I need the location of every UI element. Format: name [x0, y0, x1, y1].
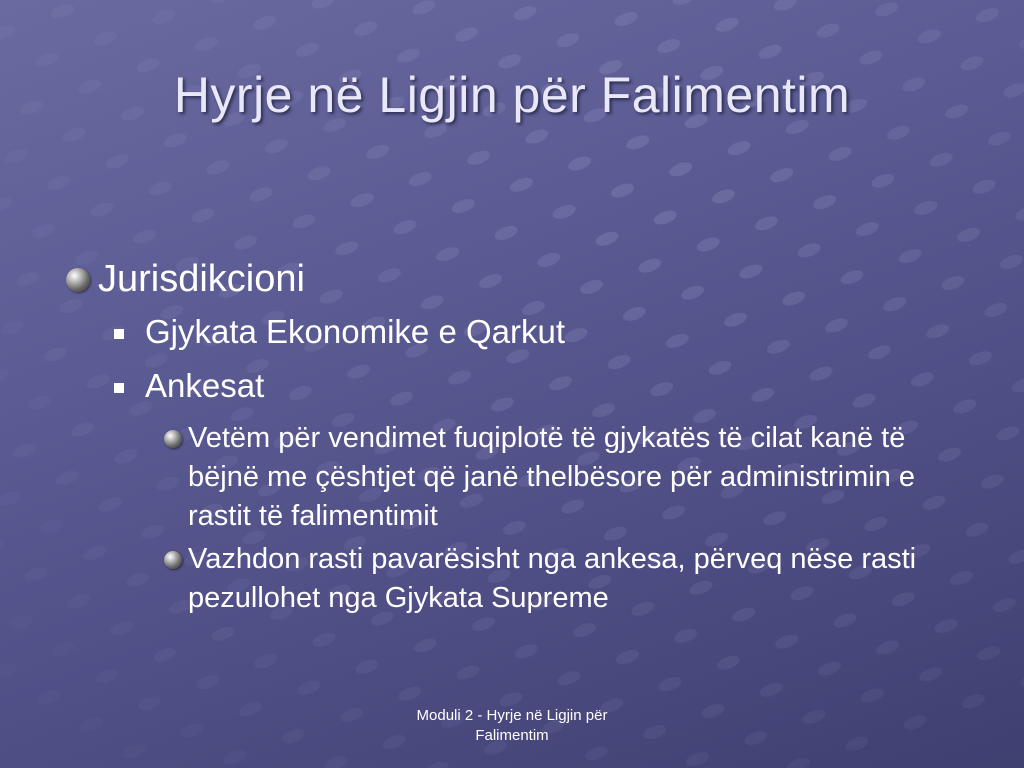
square-bullet-icon: [114, 329, 124, 339]
bullet-level2: [114, 311, 966, 353]
slide-title: Hyrje në Ligjin për Falimentim: [173, 67, 851, 123]
bullet-text-vetem: Vetëm për vendimet fuqiplotë të gjykatës të cilat kanë të bëjnë me çështjet që janë thelbësore për administrimin e rastit të falimentimit: [188, 422, 916, 532]
bullet-text-jurisdikcioni: Jurisdikcioni: [98, 258, 305, 300]
sphere-bullet-icon: [66, 268, 90, 292]
bullet-text-ankesat: Ankesat: [145, 367, 265, 404]
sphere-bullet-icon: [164, 551, 182, 569]
bullet-level1: [66, 255, 966, 303]
bullet-level3: [164, 419, 934, 536]
square-bullet-icon: [114, 383, 124, 393]
slide-content: [66, 255, 966, 622]
sphere-bullet-icon: [164, 430, 182, 448]
bullet-text-gjykata: Gjykata Ekonomike e Qarkut: [145, 313, 566, 350]
bullet-text-vazhdon: Vazhdon rasti pavarësisht nga ankesa, përveq nëse rasti pezullohet nga Gjykata Supreme: [188, 543, 917, 614]
slide-footer: Moduli 2 - Hyrje në Ligjin për Falimentim: [416, 707, 608, 744]
bullet-level2: [114, 365, 966, 407]
bullet-level3: [164, 540, 934, 618]
